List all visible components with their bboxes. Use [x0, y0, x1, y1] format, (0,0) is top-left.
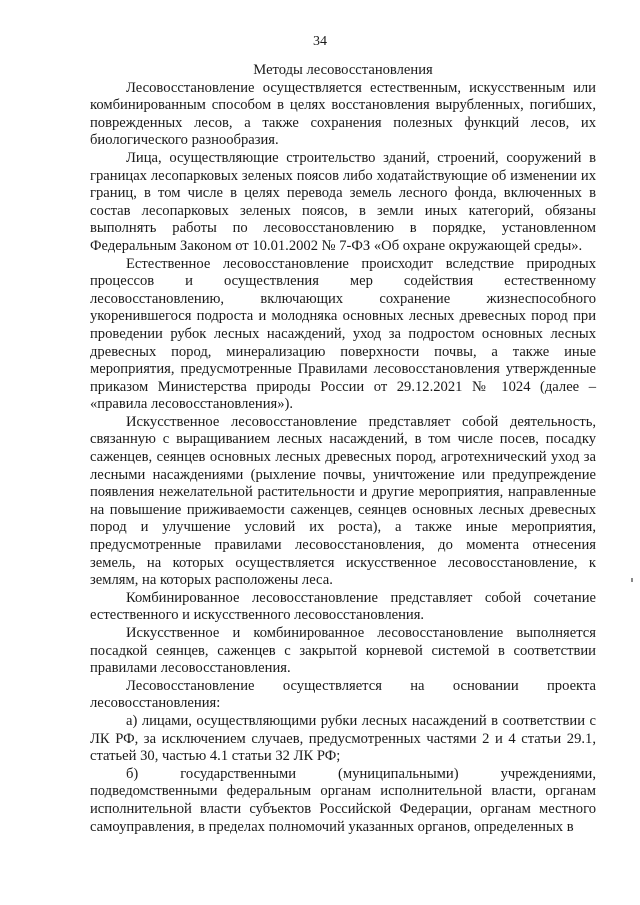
page-content: [90, 62, 596, 836]
page-number: 34: [313, 34, 327, 49]
list-item-b: б) государственными (муниципальными) учреждениями, подведомственными федеральным органам исполнительной власти, органам исполнительной власти субъектов Российской Федерации, органам местного самоуправления, в пределах полномочий указанных органов, определенных в: [90, 765, 596, 835]
paragraph-6: Искусственное и комбинированное лесовосстановление выполняется посадкой сеянцев, саженцев с закрытой корневой системой в соответствии правилами лесовосстановления.: [90, 625, 596, 677]
paragraph-7: Лесовосстановление осуществляется на основании проекта лесовосстановления:: [90, 677, 596, 712]
paragraph-1: Лесовосстановление осуществляется естественным, искусственным или комбинированным способом в целях восстановления вырубленных, погибших, поврежденных лесов, а также сохранения полезных функций лесов, их биологического разнообразия.: [90, 79, 596, 149]
paragraph-2: Лица, осуществляющие строительство зданий, строений, сооружений в границах лесопарковых зеленых поясов либо ходатайствующие об изменении их границ, в том числе в целях перевода земель лесного фонда, включенных в состав лесопарковых зеленых поясов, в земли иных категорий, обязаны выполнять работы по лесовосстановлению в порядке, установленном Федеральным Законом от 10.01.2002 № 7-ФЗ «Об охране окружающей среды».: [90, 149, 596, 254]
section-title: Методы лесовосстановления: [253, 62, 433, 78]
list-item-a: а) лицами, осуществляющими рубки лесных насаждений в соответствии с ЛК РФ, за исключением случаев, предусмотренных частями 2 и 4 статьи 29.1, статьей 30, частью 4.1 статьи 32 ЛК РФ;: [90, 712, 596, 765]
paragraph-4: Искусственное лесовосстановление представляет собой деятельность, связанную с выращиванием лесных насаждений, в том числе посев, посадку саженцев, сеянцев основных лесных древесных пород, агротехнический уход за лесными насаждениями (рыхление почвы, уничтожение или предупреждение появления нежелательной растительности и другие мероприятия, направленные на повышение приживаемости саженцев, сеянцев основных лесных древесных пород и улучшение условий их роста), а также иные мероприятия, предусмотренные правилами лесовосстановления, до момента отнесения земель, на которых осуществляется искусственное лесовосстановление, к землям, на которых расположены леса.: [90, 413, 596, 589]
scan-edge-mark: [631, 578, 633, 582]
paragraph-5: Комбинированное лесовосстановление представляет собой сочетание естественного и искусственного лесовосстановления.: [90, 589, 596, 624]
paragraph-3: Естественное лесовосстановление происходит вследствие природных процессов и осуществления мер содействия естественному лесовосстановлению, включающих сохранение жизнеспособного укоренившегося подроста и молодняка основных лесных древесных пород при проведении рубок лесных насаждений, уход за подростом основных лесных древесных пород, минерализацию поверхности почвы, а также иные мероприятия, предусмотренные Правилами лесовосстановления утвержденные приказом Министерства природы России от 29.12.2021 № 1024 (далее – «правила лесовосстановления»).: [90, 255, 596, 413]
